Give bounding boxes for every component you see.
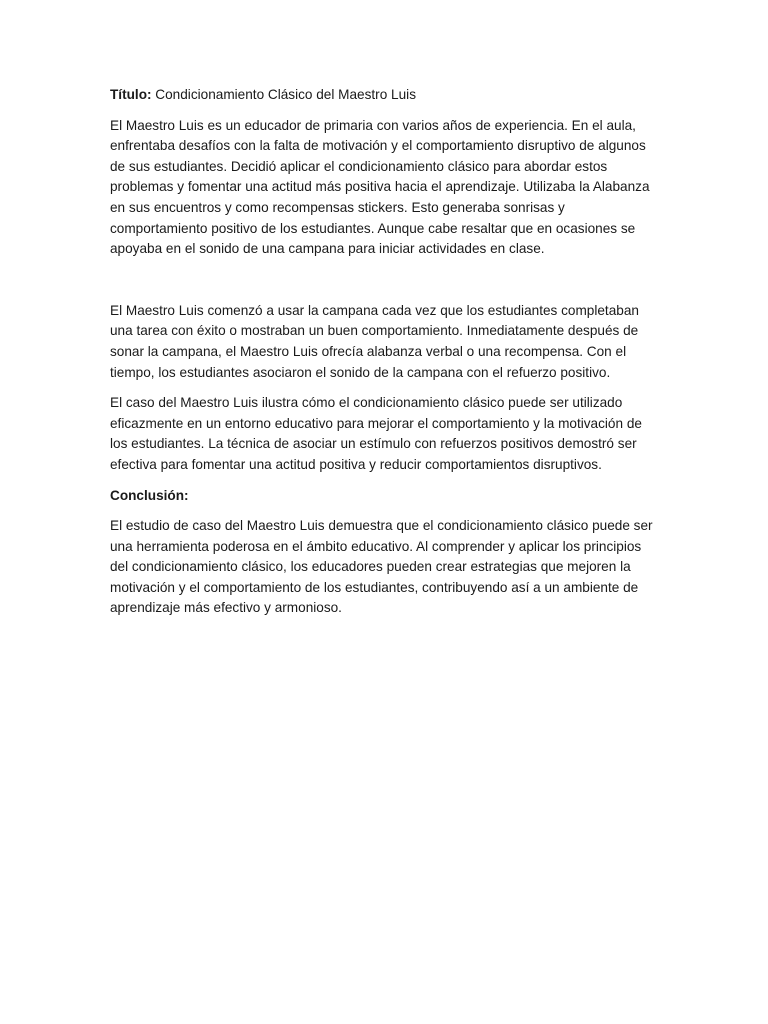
title-label: Título:	[110, 87, 152, 102]
paragraph-intro: El Maestro Luis es un educador de primaria con varios años de experiencia. En el aula, enfrentaba desafíos con la falta de motivación y el comportamiento disruptivo de algunos de sus estudiantes. Decidió aplicar el condicionamiento clásico para abordar estos problemas y fomentar una actitud más positiva hacia el aprendizaje. Utilizaba la Alabanza en sus encuentros y como recompensas stickers. Esto generaba sonrisas y comportamiento positivo de los estudiantes. Aunque cabe resaltar que en ocasiones se apoyaba en el sonido de una campana para iniciar actividades en clase.	[110, 117, 650, 257]
conclusion-heading: Conclusión:	[110, 487, 189, 503]
document-body	[110, 85, 662, 629]
paragraph-analysis: El caso del Maestro Luis ilustra cómo el condicionamiento clásico puede ser utilizado eficazmente en un entorno educativo para mejorar el comportamiento y la motivación de los estudiantes. La técnica de asociar un estímulo con refuerzos positivos demostró ser efectiva para fomentar una actitud positiva y reducir comportamientos disruptivos.	[110, 395, 642, 472]
paragraph-bell: El Maestro Luis comenzó a usar la campana cada vez que los estudiantes completaban una tarea con éxito o mostraban un buen comportamiento. Inmediatamente después de sonar la campana, el Maestro Luis ofrecía alabanza verbal o una recompensa. Con el tiempo, los estudiantes asociaron el sonido de la campana con el refuerzo positivo.	[110, 302, 639, 380]
document-title	[110, 85, 662, 106]
title-text: Condicionamiento Clásico del Maestro Luis	[151, 87, 416, 102]
conclusion-text: El estudio de caso del Maestro Luis demuestra que el condicionamiento clásico puede ser una herramienta poderosa en el ámbito educativo. Al comprender y aplicar los principios del condicionamiento clásico, los educadores pueden crear estrategias que mejoren la motivación y el comportamiento de los estudiantes, contribuyendo así a un ambiente de aprendizaje más efectivo y armonioso.	[110, 518, 653, 616]
